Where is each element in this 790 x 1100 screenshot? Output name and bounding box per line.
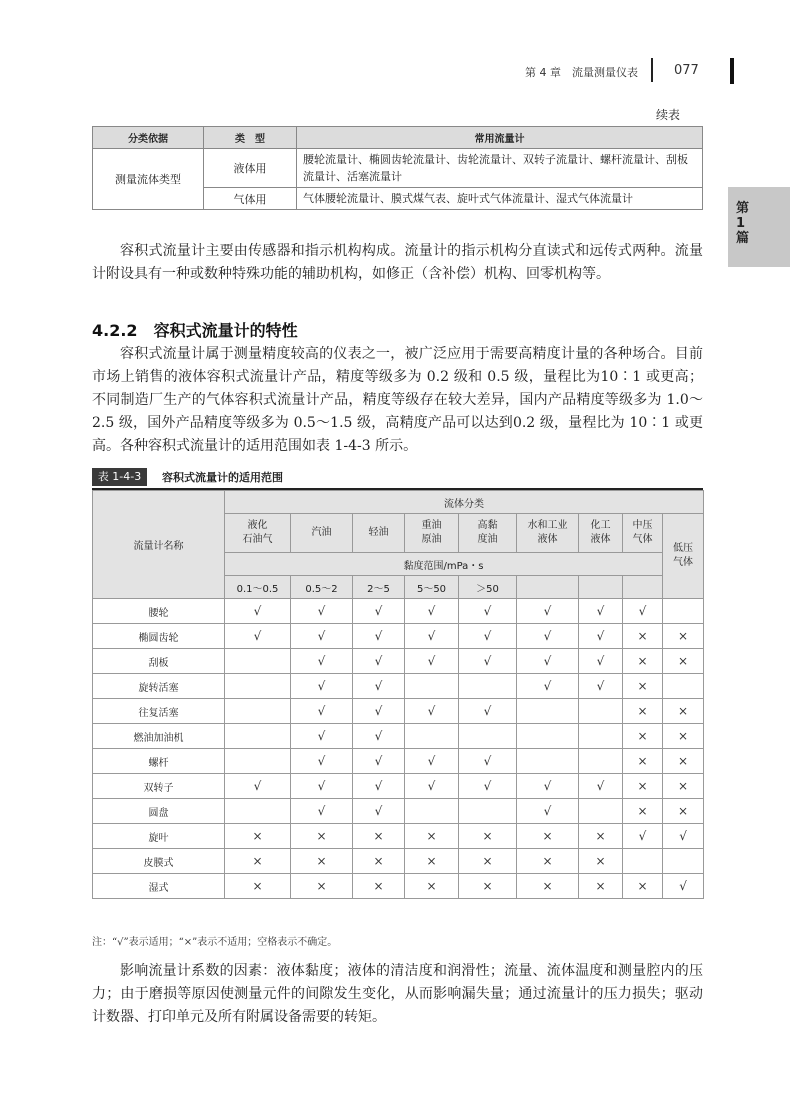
suitability-mark: × — [291, 849, 353, 874]
suitability-mark: × — [517, 824, 579, 849]
paragraph-text: 容积式流量计主要由传感器和指示机构构成。流量计的指示机构分直读式和远传式两种。流量计附设具有一种或数种特殊功能的辅助机构，如修正（含补偿）机构、回零机构等。 — [92, 243, 703, 282]
suitability-mark: √ — [291, 749, 353, 774]
suitability-mark: × — [459, 874, 517, 899]
type-cell: 气体用 — [204, 188, 297, 210]
table-row — [93, 799, 704, 824]
fluid-label: 液体 — [590, 534, 611, 545]
suitability-mark: √ — [405, 774, 459, 799]
header-basis: 分类依据 — [93, 127, 204, 149]
part-side-tab-label: 第1篇 — [736, 201, 750, 246]
table-row — [93, 749, 704, 774]
suitability-mark: × — [459, 824, 517, 849]
suitability-mark: × — [291, 824, 353, 849]
suitability-mark: √ — [291, 699, 353, 724]
suitability-mark: × — [623, 774, 663, 799]
chapter-title: 第 4 章 流量测量仪表 — [525, 66, 638, 79]
table-row — [93, 774, 704, 799]
meter-name: 圆盘 — [93, 799, 225, 824]
suitability-mark: √ — [291, 674, 353, 699]
suitability-mark: √ — [517, 649, 579, 674]
suitability-mark: √ — [353, 624, 405, 649]
body-paragraph-1 — [92, 240, 703, 286]
suitability-mark — [405, 799, 459, 824]
suitability-mark: √ — [663, 874, 704, 899]
fluid-label: 低压 — [673, 543, 694, 554]
header-fluid-5 — [517, 514, 579, 553]
header-fluid-7 — [623, 514, 663, 553]
suitability-mark — [517, 724, 579, 749]
fluid-label: 水和工业 — [527, 520, 568, 531]
suitability-mark: √ — [405, 599, 459, 624]
table-row — [93, 724, 704, 749]
suitability-mark: √ — [291, 724, 353, 749]
suitability-mark: √ — [459, 749, 517, 774]
suitability-mark: √ — [353, 749, 405, 774]
suitability-mark — [225, 799, 291, 824]
table-row — [93, 649, 704, 674]
meter-name: 往复活塞 — [93, 699, 225, 724]
fluid-label: 液化 — [247, 520, 268, 531]
table-label: 表 1-4-3 — [92, 468, 147, 486]
running-header — [0, 58, 790, 88]
applicability-table — [92, 490, 704, 899]
fluid-label: 度油 — [477, 534, 498, 545]
suitability-mark: √ — [517, 624, 579, 649]
suitability-mark: √ — [405, 624, 459, 649]
suitability-mark: √ — [291, 799, 353, 824]
suitability-mark: × — [623, 874, 663, 899]
suitability-mark: × — [353, 824, 405, 849]
suitability-mark: √ — [291, 774, 353, 799]
suitability-mark: × — [353, 874, 405, 899]
classification-table-continued — [92, 126, 703, 210]
suitability-mark: √ — [459, 624, 517, 649]
suitability-mark: √ — [579, 774, 623, 799]
suitability-mark: √ — [623, 824, 663, 849]
header-fluid-4 — [459, 514, 517, 553]
suitability-mark — [225, 749, 291, 774]
fluid-label: 中压 — [632, 520, 653, 531]
suitability-mark: × — [579, 824, 623, 849]
viscosity-range-1: 0.5～2 — [291, 576, 353, 599]
section-number: 4.2.2 — [92, 321, 138, 340]
viscosity-range-0: 0.1～0.5 — [225, 576, 291, 599]
suitability-mark — [459, 799, 517, 824]
fluid-label: 重油 — [421, 520, 442, 531]
suitability-mark: √ — [353, 774, 405, 799]
suitability-mark: √ — [291, 624, 353, 649]
suitability-mark: √ — [517, 674, 579, 699]
suitability-mark — [459, 674, 517, 699]
suitability-mark — [225, 699, 291, 724]
suitability-mark: × — [579, 874, 623, 899]
header-fluid-3 — [405, 514, 459, 553]
suitability-mark — [517, 749, 579, 774]
suitability-mark: × — [517, 874, 579, 899]
header-fluid-class: 流体分类 — [225, 491, 704, 514]
meters-cell: 腰轮流量计、椭圆齿轮流量计、齿轮流量计、双转子流量计、螺杆流量计、刮板流量计、活塞流量计 — [297, 149, 703, 188]
suitability-mark: × — [623, 724, 663, 749]
fluid-label: 轻油 — [368, 527, 389, 538]
suitability-mark: × — [579, 849, 623, 874]
suitability-mark: × — [517, 849, 579, 874]
suitability-mark: √ — [579, 599, 623, 624]
viscosity-range-5 — [517, 576, 579, 599]
suitability-mark — [663, 849, 704, 874]
fluid-label: 气体 — [673, 557, 694, 568]
suitability-mark: √ — [225, 774, 291, 799]
viscosity-range-2: 2～5 — [353, 576, 405, 599]
suitability-mark — [405, 724, 459, 749]
suitability-mark: × — [663, 699, 704, 724]
suitability-mark: √ — [623, 599, 663, 624]
header-meters: 常用流量计 — [297, 127, 703, 149]
suitability-mark: × — [405, 874, 459, 899]
suitability-mark: × — [623, 799, 663, 824]
suitability-mark: × — [623, 699, 663, 724]
suitability-mark: √ — [291, 599, 353, 624]
suitability-mark — [623, 849, 663, 874]
header-fluid-8 — [663, 514, 704, 599]
header-divider — [651, 58, 653, 82]
suitability-mark — [579, 699, 623, 724]
fluid-label: 原油 — [421, 534, 442, 545]
meter-name: 皮膜式 — [93, 849, 225, 874]
table-row — [93, 149, 703, 188]
suitability-mark: √ — [517, 774, 579, 799]
fluid-label: 液体 — [537, 534, 558, 545]
meter-name: 椭圆齿轮 — [93, 624, 225, 649]
suitability-mark: √ — [225, 624, 291, 649]
meters-cell: 气体腰轮流量计、膜式煤气表、旋叶式气体流量计、湿式气体流量计 — [297, 188, 703, 210]
suitability-mark — [225, 674, 291, 699]
part-side-tab — [728, 187, 790, 267]
suitability-mark: √ — [663, 824, 704, 849]
meter-name: 旋叶 — [93, 824, 225, 849]
suitability-mark: × — [663, 749, 704, 774]
suitability-mark: × — [225, 849, 291, 874]
suitability-mark — [225, 724, 291, 749]
suitability-mark: × — [353, 849, 405, 874]
header-type: 类 型 — [204, 127, 297, 149]
suitability-mark: √ — [353, 699, 405, 724]
fluid-label: 石油气 — [242, 534, 273, 545]
suitability-mark: × — [663, 624, 704, 649]
suitability-mark: √ — [459, 599, 517, 624]
suitability-mark: × — [405, 849, 459, 874]
suitability-mark: × — [459, 849, 517, 874]
meter-name: 燃油加油机 — [93, 724, 225, 749]
paragraph-text: 影响流量计系数的因素：液体黏度；液体的清洁度和润滑性；流量、流体温度和测量腔内的压力；由于磨损等原因使测量元件的间隙发生变化，从而影响漏失量；通过流量计的压力损失；驱动计数器、打印单元及所有附属设备需要的转矩。 — [92, 963, 703, 1025]
suitability-mark: × — [225, 824, 291, 849]
suitability-mark — [663, 674, 704, 699]
header-fluid-1 — [291, 514, 353, 553]
suitability-mark: √ — [459, 699, 517, 724]
table-title: 容积式流量计的适用范围 — [162, 471, 283, 484]
meter-name: 刮板 — [93, 649, 225, 674]
suitability-mark: √ — [405, 699, 459, 724]
suitability-mark: √ — [353, 674, 405, 699]
suitability-mark: × — [291, 874, 353, 899]
viscosity-range-4: ＞50 — [459, 576, 517, 599]
header-fluid-2 — [353, 514, 405, 553]
table-row — [93, 849, 704, 874]
table-row — [93, 599, 704, 624]
suitability-mark: × — [623, 674, 663, 699]
suitability-mark: √ — [459, 649, 517, 674]
section-heading — [92, 318, 298, 341]
suitability-mark: × — [663, 724, 704, 749]
table-row — [93, 824, 704, 849]
table-note: 注：“√”表示适用；“×”表示不适用；空格表示不确定。 — [92, 937, 338, 948]
header-meter-name: 流量计名称 — [93, 491, 225, 599]
viscosity-range-6 — [579, 576, 623, 599]
suitability-mark: × — [405, 824, 459, 849]
meter-name: 旋转活塞 — [93, 674, 225, 699]
basis-cell: 测量流体类型 — [93, 149, 204, 210]
suitability-mark — [225, 649, 291, 674]
header-edge-bar — [730, 58, 734, 84]
suitability-mark: × — [623, 649, 663, 674]
suitability-mark: √ — [405, 749, 459, 774]
table-header-row — [93, 491, 704, 514]
suitability-mark: √ — [353, 649, 405, 674]
suitability-mark: × — [623, 624, 663, 649]
fluid-label: 汽油 — [311, 527, 332, 538]
fluid-label: 高黏 — [477, 520, 498, 531]
table-row — [93, 699, 704, 724]
suitability-mark: √ — [579, 674, 623, 699]
suitability-mark: √ — [225, 599, 291, 624]
type-cell: 液体用 — [204, 149, 297, 188]
suitability-mark — [517, 699, 579, 724]
viscosity-range-3: 5～50 — [405, 576, 459, 599]
header-viscosity: 黏度范围/mPa・s — [225, 553, 663, 576]
suitability-mark: √ — [579, 649, 623, 674]
section-title: 容积式流量计的特性 — [153, 321, 298, 340]
body-paragraph-3 — [92, 960, 703, 1029]
table-row — [93, 674, 704, 699]
suitability-mark: √ — [353, 724, 405, 749]
suitability-mark — [579, 724, 623, 749]
suitability-mark: √ — [405, 649, 459, 674]
table-row — [93, 624, 704, 649]
suitability-mark: × — [225, 874, 291, 899]
meter-name: 湿式 — [93, 874, 225, 899]
paragraph-text: 容积式流量计属于测量精度较高的仪表之一，被广泛应用于需要高精度计量的各种场合。目前市场上销售的液体容积式流量计产品，精度等级多为 0.2 级和 0.5 级，量程比为10∶1 或更高；不同制造厂生产的气体容积式流量计产品，精度等级存在较大差异，国内产品精度等级多为 1.0～2.5 级，国外产品精度等级多为 0.5～1.5 级，高精度产品可以达到0.2 级，量程比为 10∶1 或更高。各种容积式流量计的适用范围如表 1-4-3 所示。 — [92, 346, 703, 454]
suitability-mark: × — [663, 799, 704, 824]
page-number: 077 — [674, 63, 699, 78]
suitability-mark: √ — [291, 649, 353, 674]
suitability-mark — [663, 599, 704, 624]
fluid-label: 化工 — [590, 520, 611, 531]
suitability-mark: √ — [353, 599, 405, 624]
table-row — [93, 874, 704, 899]
meter-name: 腰轮 — [93, 599, 225, 624]
viscosity-range-7 — [623, 576, 663, 599]
suitability-mark: √ — [517, 799, 579, 824]
suitability-mark: √ — [517, 599, 579, 624]
meter-name: 螺杆 — [93, 749, 225, 774]
suitability-mark: √ — [353, 799, 405, 824]
suitability-mark: √ — [459, 774, 517, 799]
body-paragraph-2 — [92, 343, 703, 458]
header-fluid-6 — [579, 514, 623, 553]
fluid-label: 气体 — [632, 534, 653, 545]
suitability-mark — [459, 724, 517, 749]
suitability-mark — [405, 674, 459, 699]
table-header-row — [93, 127, 703, 149]
meter-name: 双转子 — [93, 774, 225, 799]
suitability-mark: √ — [579, 624, 623, 649]
continued-label: 续表 — [655, 108, 680, 122]
suitability-mark: × — [623, 749, 663, 774]
header-fluid-0 — [225, 514, 291, 553]
suitability-mark: × — [663, 649, 704, 674]
suitability-mark — [579, 799, 623, 824]
suitability-mark: × — [663, 774, 704, 799]
suitability-mark — [579, 749, 623, 774]
